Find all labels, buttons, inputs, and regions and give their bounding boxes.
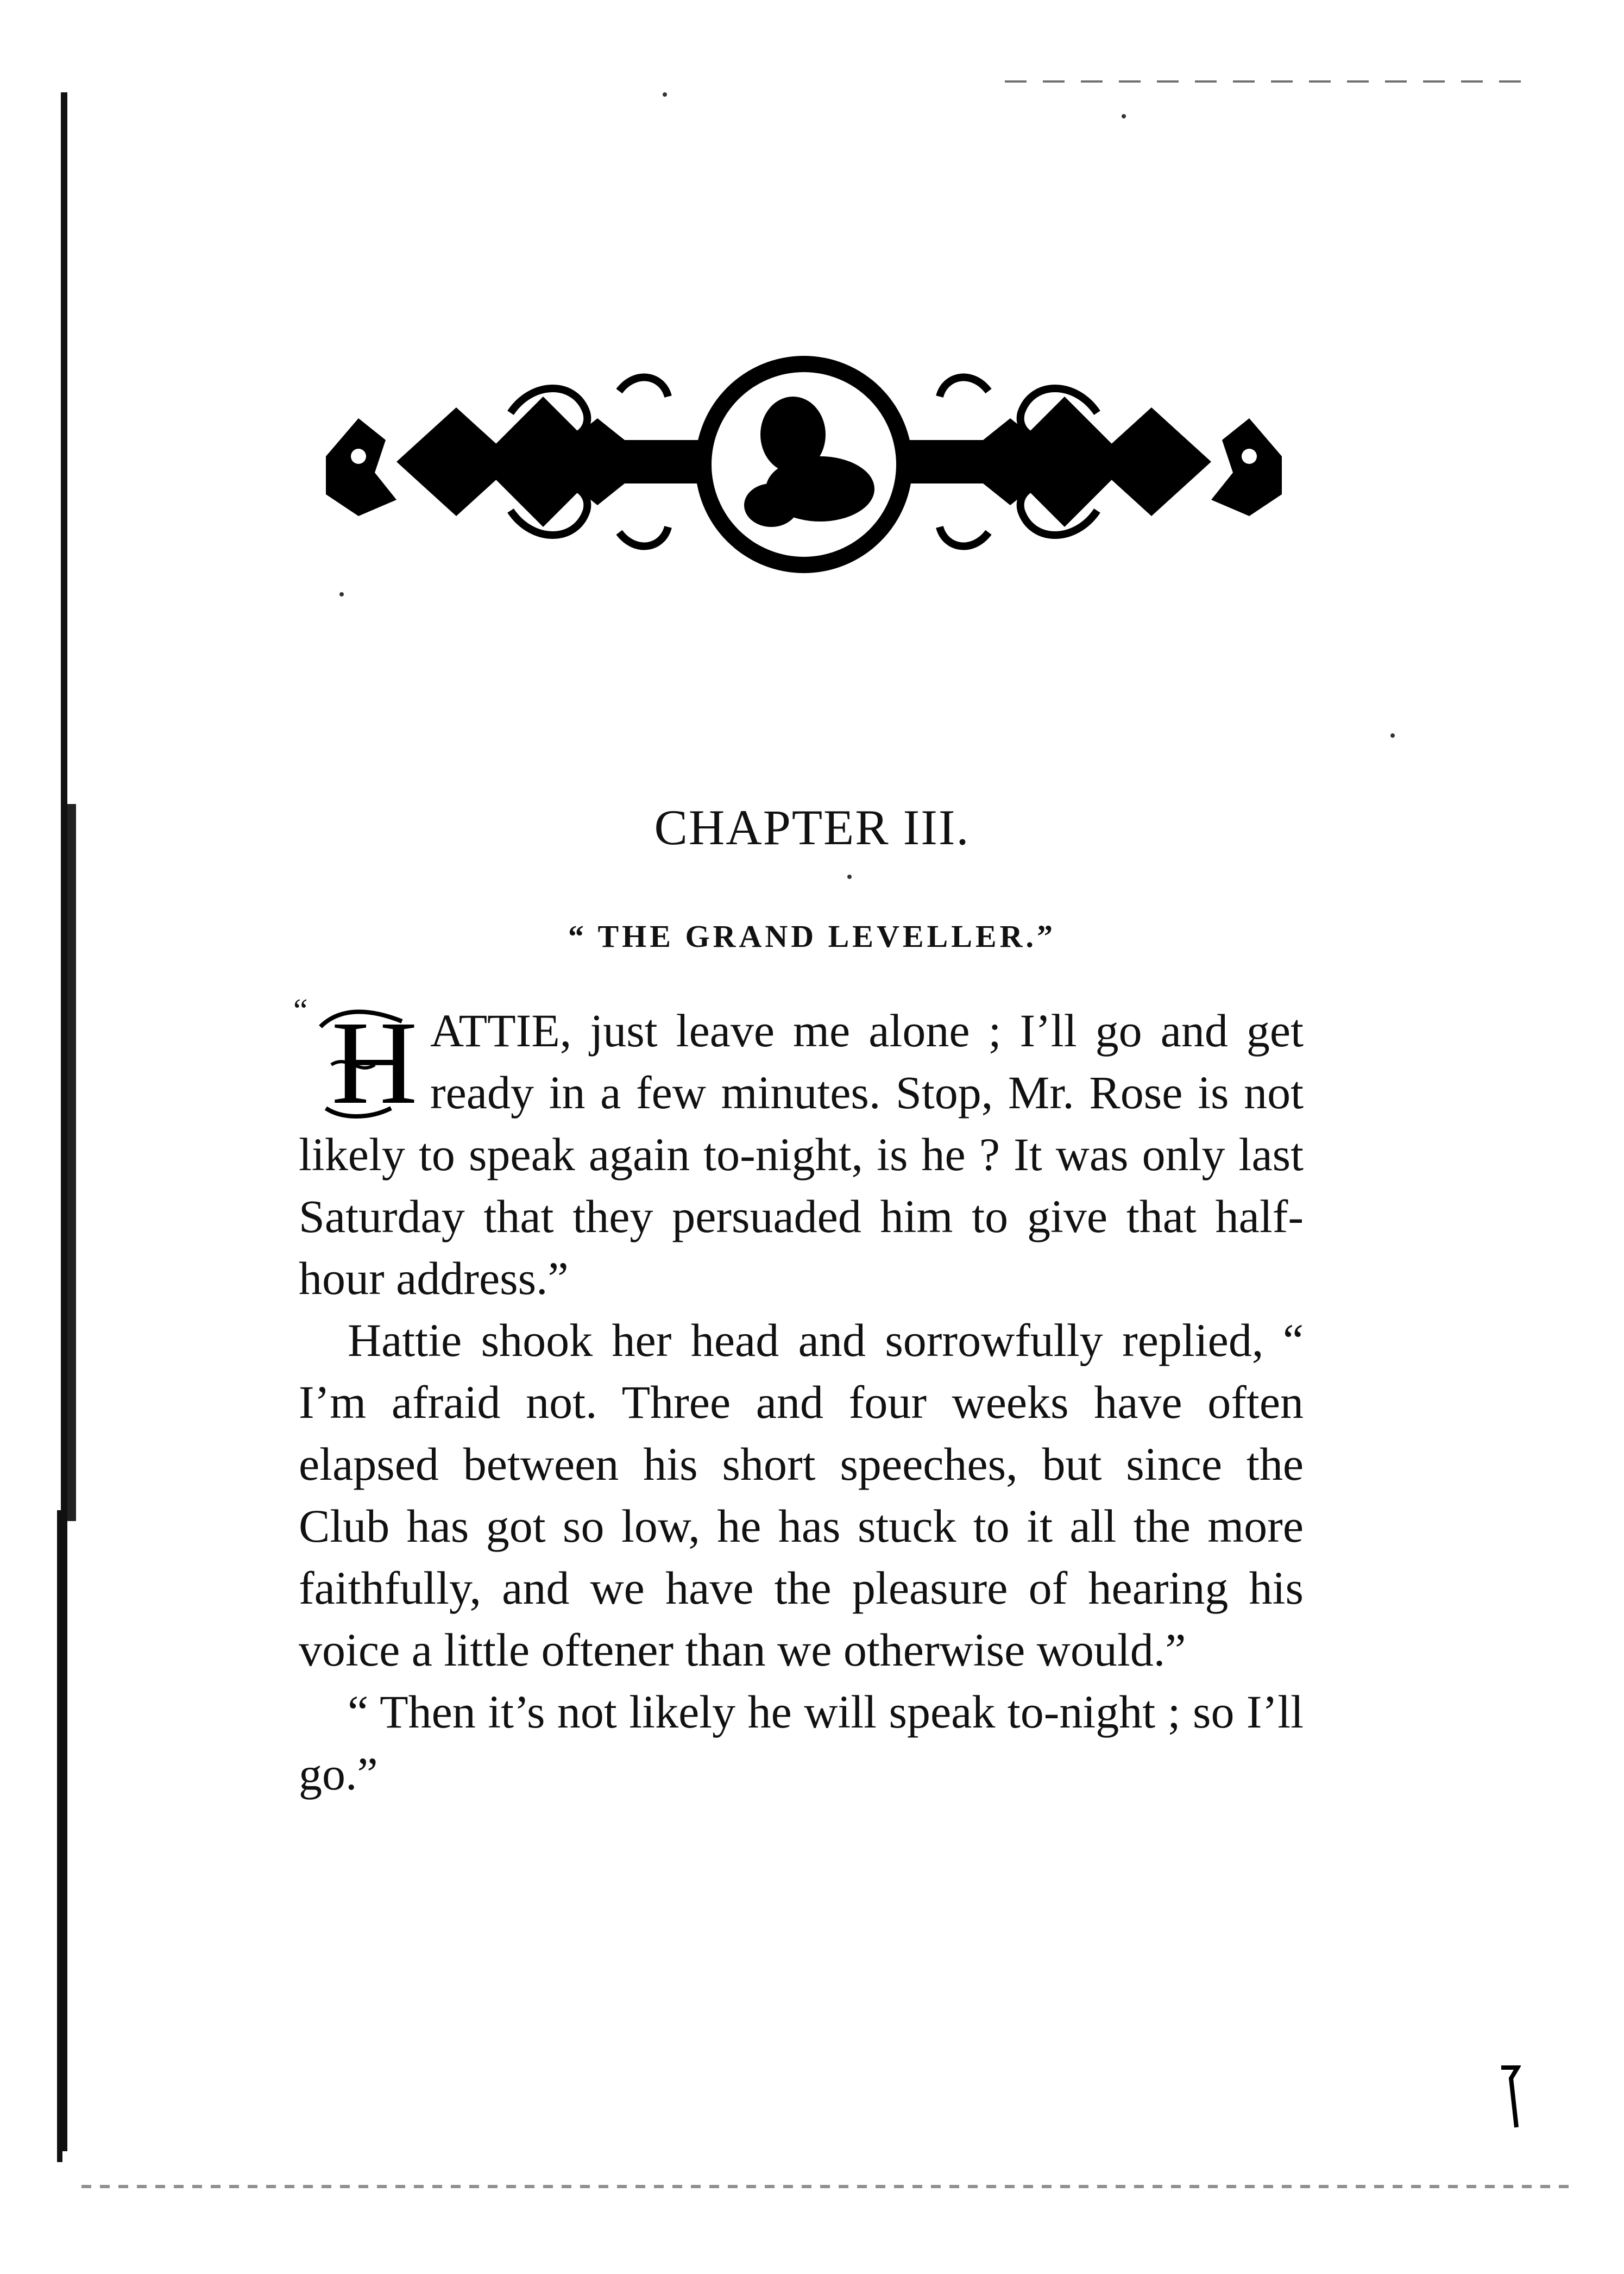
binding-edge-shadow-lower [67, 804, 76, 1521]
chapter-title: CHAPTER III. [654, 800, 970, 855]
top-scan-artifact [1005, 80, 1532, 83]
paragraph [293, 992, 1304, 1309]
scan-speck [847, 875, 852, 879]
chapter-subtitle: “ THE GRAND LEVELLER.” [568, 919, 1056, 954]
scan-speck [663, 92, 667, 97]
bottom-scan-artifact [81, 2185, 1570, 2188]
scan-speck [339, 592, 344, 596]
paragraph: Hattie shook her head and sorrowfully replied, “ I’m afraid not. Three and four weeks have often elapsed between his short speeches, but since the Club has got so low, he has stuck to it all the more faithfully, and we have the pleasure of hearing his voice a little oftener than we otherwise would.” [299, 1314, 1304, 1676]
drop-cap-letter: H [331, 996, 418, 1129]
paragraph: “ Then it’s not likely he will speak to-night ; so I’ll go.” [299, 1686, 1304, 1800]
drop-cap [293, 992, 424, 1129]
binding-edge-shadow-bottom [57, 1510, 62, 2162]
chapter-headpiece-ornament [315, 348, 1293, 576]
scan-corner-mark [1499, 2064, 1521, 2129]
body-text [293, 992, 1304, 1805]
paragraph-text: ATTIE, just leave me alone ; I’ll go and get ready in a few minutes. Stop, Mr. Rose is not likely to speak again to-night, is he ? It was only last Saturday that they persuaded him to give that half-hour address.” [299, 1004, 1304, 1304]
drop-cap-quote: “ [293, 992, 308, 1028]
scan-speck [1122, 114, 1126, 118]
scan-speck [1390, 733, 1395, 738]
